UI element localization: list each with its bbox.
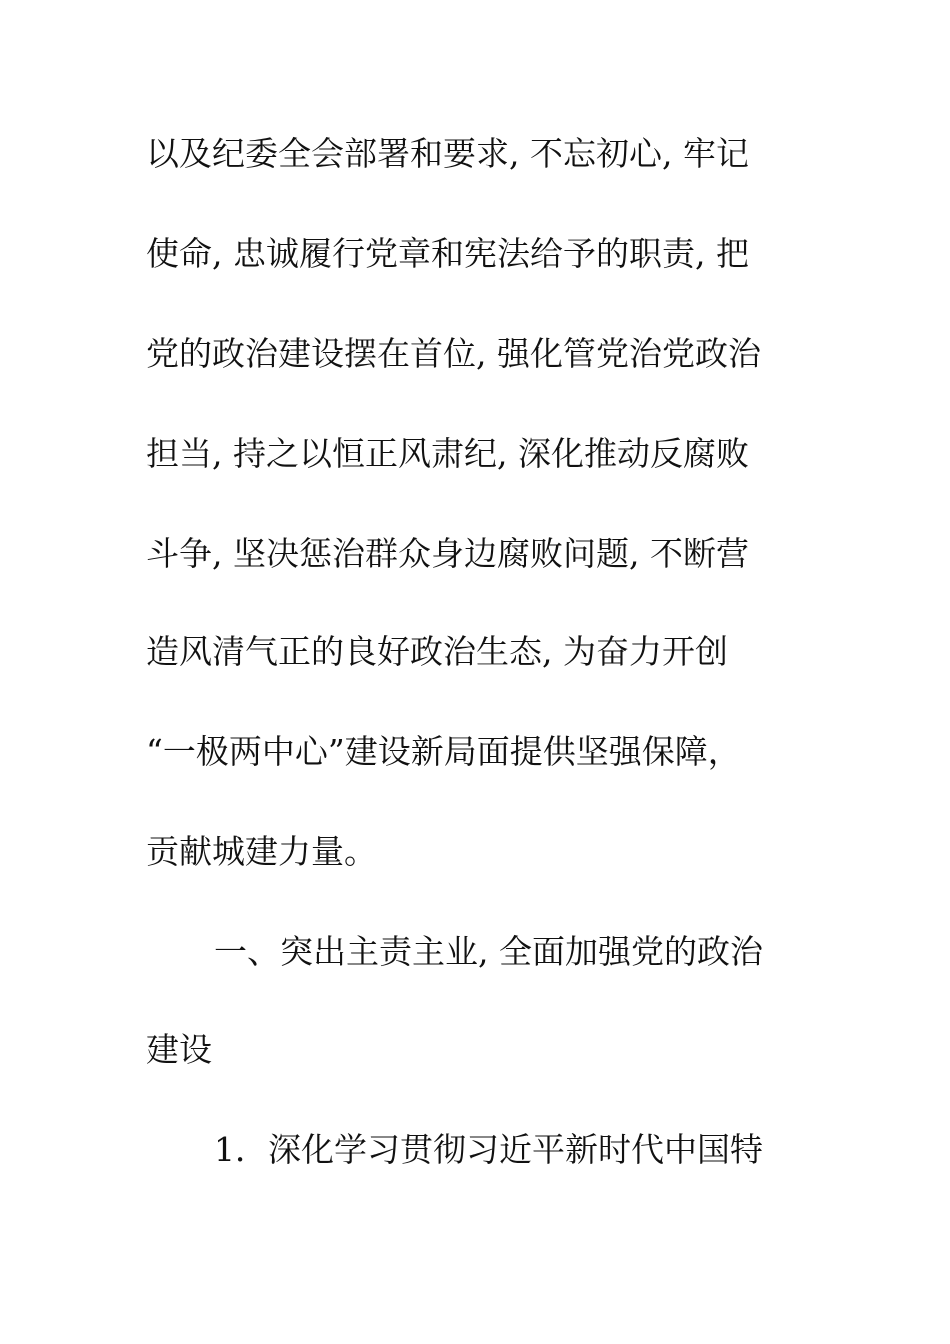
body-text-line: 党的政治建设摆在首位, 强化管党治党政治	[146, 334, 761, 373]
body-text-line: 造风清气正的良好政治生态, 为奋力开创	[146, 632, 728, 671]
body-text-line: 以及纪委全会部署和要求, 不忘初心, 牢记	[146, 134, 749, 173]
body-text-line: 担当, 持之以恒正风肃纪, 深化推动反腐败	[146, 434, 749, 473]
body-text-line: 斗争, 坚决惩治群众身边腐败问题, 不断营	[146, 534, 749, 573]
section-heading-line: 建设	[146, 1030, 212, 1069]
section-heading-line: 一、突出主责主业, 全面加强党的政治	[214, 932, 763, 971]
body-text-line: 贡献城建力量。	[146, 832, 377, 871]
body-text-line: 使命, 忠诚履行党章和宪法给予的职责, 把	[146, 234, 749, 273]
subsection-heading-line: 1．深化学习贯彻习近平新时代中国特	[214, 1130, 763, 1169]
body-text-line: “一极两中心”建设新局面提供坚强保障，	[146, 732, 741, 771]
